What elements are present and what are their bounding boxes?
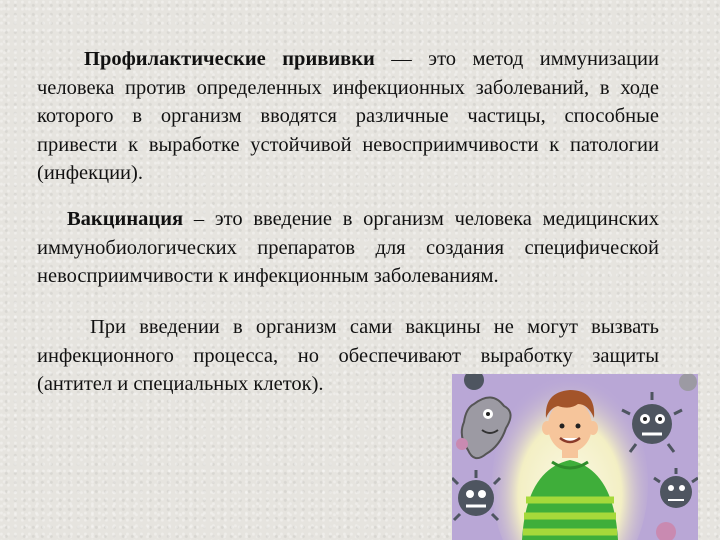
boy-germs-illustration: [452, 374, 698, 540]
definition-text: — это метод иммунизации человека против определенных инфекционных заболеваний, в ходе которого в организм вводятся различные частицы, способные привести к выработке устойчивой невосприимчивости к патологии (инфекции).: [37, 48, 659, 184]
term-preventive-vaccinations: Профилактические прививки: [84, 48, 375, 70]
paragraph-vaccine-effect: При введении в организм сами вакцины не могут вызвать инфекционного процесса, но обеспечивают выработку защиты (антител и специальных клеток).: [37, 316, 659, 395]
term-vaccination: Вакцинация: [67, 208, 184, 230]
definition-text: – это введение в организм человека медицинских иммунобиологических препаратов для создания специфической невосприимчивости к инфекционным заболеваниям.: [37, 208, 659, 287]
paragraph-vaccinations-definition: [37, 45, 659, 188]
paragraph-vaccination-definition: [37, 205, 659, 291]
